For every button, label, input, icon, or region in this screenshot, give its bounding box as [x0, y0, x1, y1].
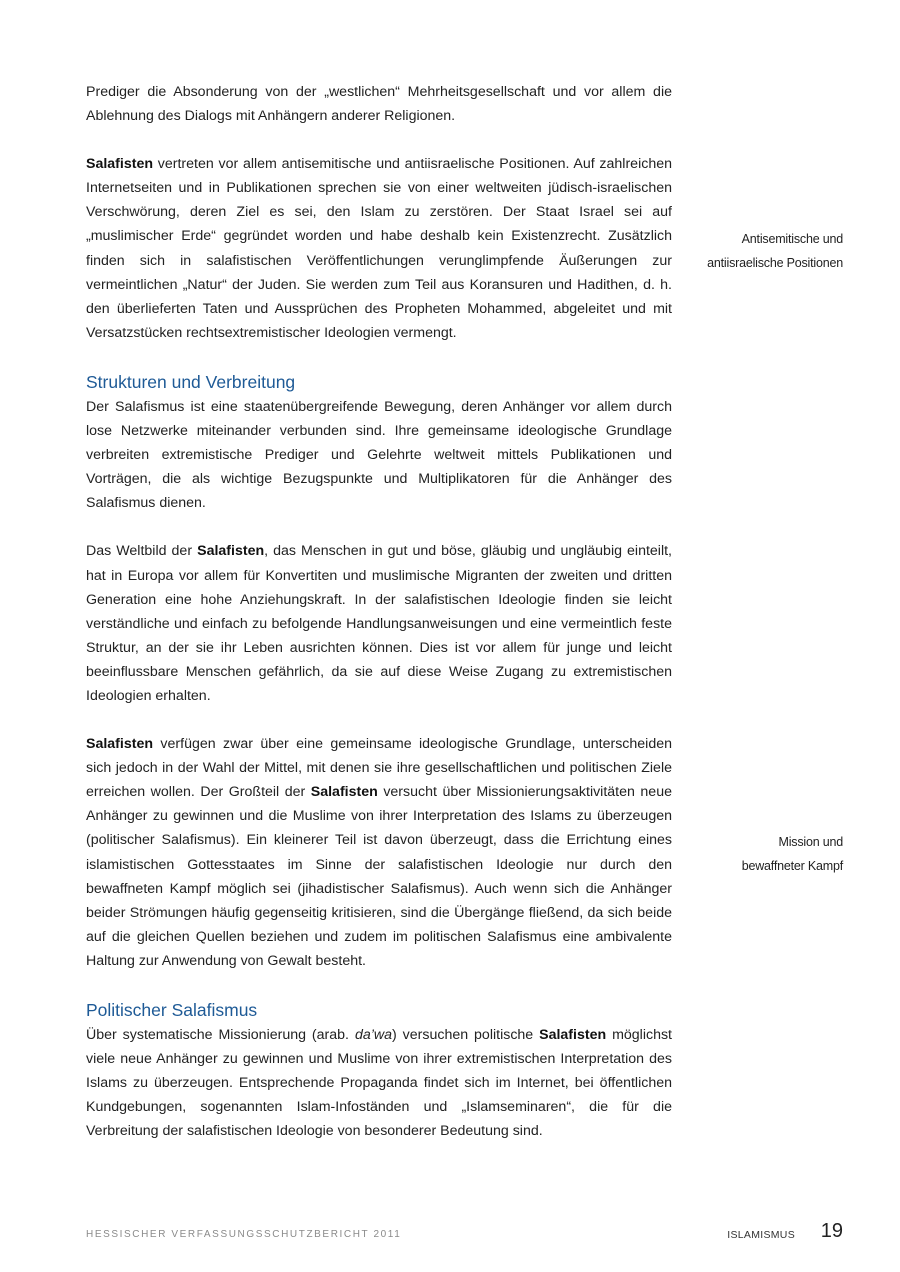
bold-term: Salafisten: [539, 1027, 607, 1043]
page-number: 19: [820, 1220, 843, 1242]
section-heading: Strukturen und Verbreitung: [86, 371, 296, 392]
paragraph: Das Weltbild der Salafisten, das Menschen in gut und böse, gläubig und ungläubig einteilt, hat in Europa vor allem für Konvertiten und muslimische Migranten der zweiten und dritten Generation eine hohe Anziehungskraft. In der salafistischen Ideologie finden sie leicht verständliche und einfach zu befolgende Handlungsanweisungen und eine vermeintlich feste Struktur, an der sie ihr Leben ausrichten können. Dies ist vor allem für junge und leicht beeinflussbare Menschen gefährlich, da sie auf diese Weise Zugang zu extremistischen Ideologien erhalten.: [86, 543, 672, 704]
paragraph: Über systematische Missionierung (arab. da’wa) versuchen politische Salafisten möglichst viele neue Anhänger zu gewinnen und Muslime von ihrer extremistischen Interpretation des Islams zu überzeugen. Entsprechende Propaganda findet sich im Internet, bei öffentlichen Kundgebungen, sogenannten Islam-Infoständen und „Islamseminaren“, die für die Verbreitung der salafistischen Ideologie von besonderer Bedeutung sind.: [86, 1027, 673, 1140]
footer-publication-title: HESSISCHER VERFASSUNGSSCHUTZBERICHT 2011: [86, 1229, 402, 1240]
paragraph: Salafisten vertreten vor allem antisemitische und antiisraelische Positionen. Auf zahlreichen Internetseiten und in Publikationen sprechen sie von einer weltweiten jüdisch-israelischen Verschwörung, deren Ziel es sei, den Islam zu zerstören. Der Staat Israel sei auf „muslimischer Erde“ gegründet worden und habe deshalb kein Existenzrecht. Zusätzlich finden sich in salafistischen Veröffentlichungen verunglimpfende Äußerungen zur vermeintlichen „Natur“ der Juden. Sie werden zum Teil aus Koransuren und Hadithen, d. h. den überlieferten Taten und Aussprüchen des Propheten Mohammed, abgeleitet und mit Versatzstücken rechtsextremistischer Ideologien vermengt.: [86, 156, 672, 341]
paragraph: Salafisten verfügen zwar über eine gemeinsame ideologische Grundlage, unterscheiden sich jedoch in der Wahl der Mittel, mit denen sie ihre gesellschaftlichen und politischen Ziele erreichen wollen. Der Großteil der Salafisten versucht über Missionierungsaktivitäten neue Anhänger zu gewinnen und die Muslime von ihrer Interpretation des Islams zu überzeugen (politischer Salafismus). Ein kleinerer Teil ist davon überzeugt, dass die Errichtung eines islamistischen Gottesstaates im Sinne der salafistischen Ideologie nur durch den bewaffneten Kampf möglich sei (jihadistischer Salafismus). Auch wenn sich die Anhänger beider Strömungen häufig gegenseitig kritisieren, sind die Übergänge fließend, da sich beide auf die gleichen Quellen beziehen und zudem im politischen Salafismus eine ambivalente Haltung zur Anwendung von Gewalt besteht.: [86, 736, 672, 969]
bold-term: Salafisten: [310, 784, 378, 801]
section-heading: Politischer Salafismus: [86, 1000, 258, 1020]
bold-term: Salafisten: [86, 156, 154, 173]
italic-term: da’wa: [354, 1027, 393, 1043]
margin-note-mission: Mission und bewaffneter Kampf: [741, 835, 843, 873]
paragraph: Der Salafismus ist eine staatenübergreifende Bewegung, deren Anhänger vor allem durch lose Netzwerke miteinander verbunden sind. Ihre gemeinsame ideologische Grundlage verbreiten extremistische Prediger und Gelehrte weltweit mittels Publikationen und Vorträgen, die als wichtige Bezugspunkte und Multiplikatoren für die Anhänger des Salafismus dienen.: [86, 398, 672, 512]
margin-note-antisemitism: Antisemitische und antiisraelische Positionen: [707, 232, 843, 270]
main-text-column: [86, 80, 672, 1167]
paragraph: Prediger die Absonderung von der „westlichen“ Mehrheitsgesellschaft und vor allem die Ablehnung des Dialogs mit Anhängern anderer Religionen.: [86, 84, 672, 125]
bold-term: Salafisten: [86, 736, 154, 753]
bold-term: Salafisten: [197, 543, 265, 560]
footer-section-name: ISLAMISMUS: [727, 1229, 795, 1241]
